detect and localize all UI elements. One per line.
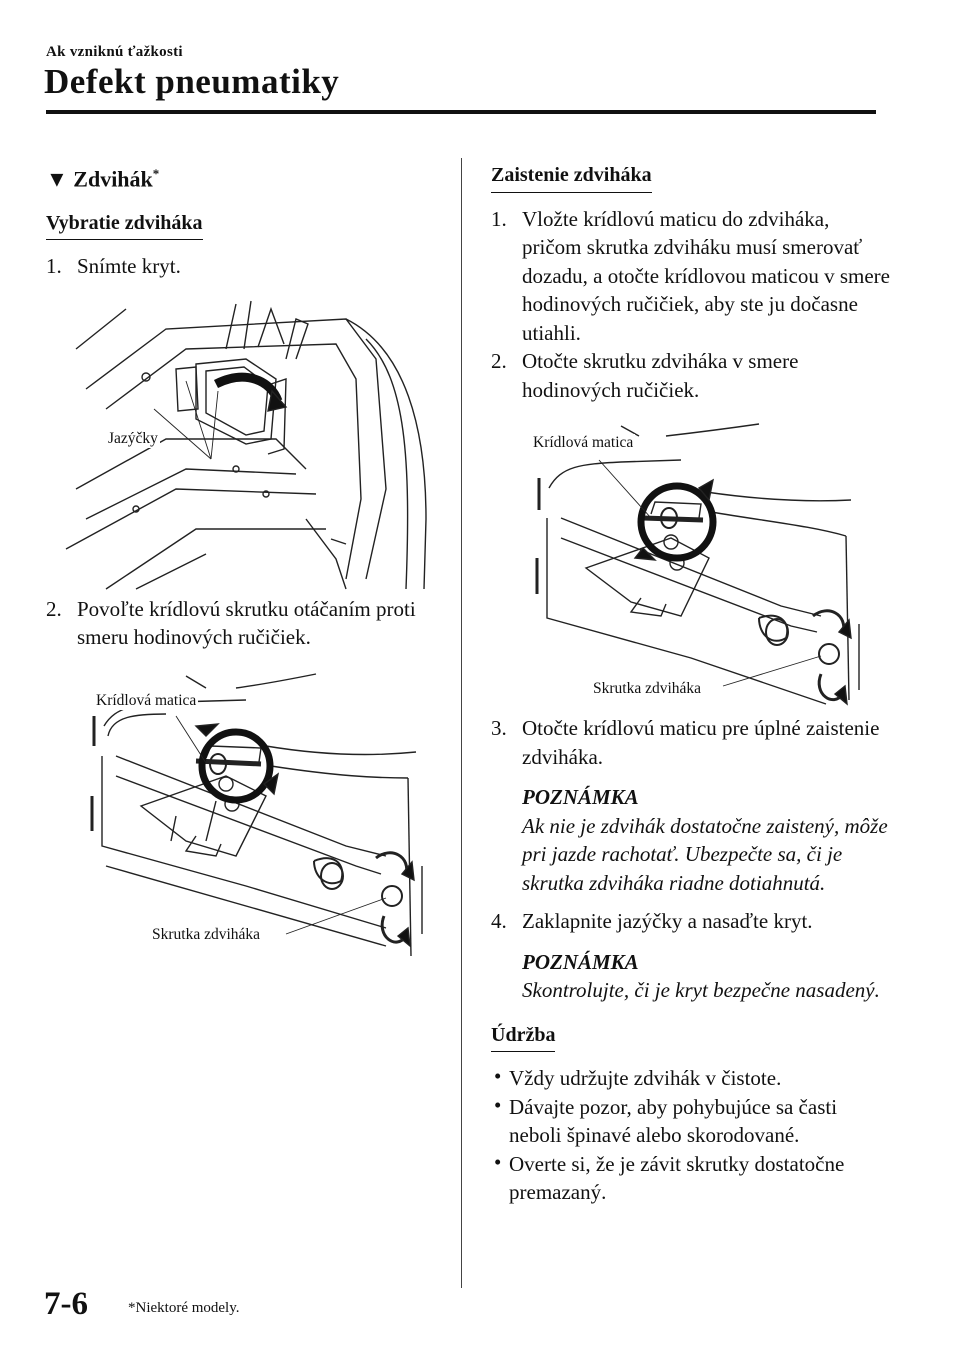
chapter-title: Defekt pneumatiky [44, 62, 340, 101]
step-number: 4. [491, 909, 507, 933]
note-title: POZNÁMKA [522, 949, 639, 974]
title-rule [46, 110, 876, 114]
list-item [491, 1150, 891, 1207]
list-item-text: Overte si, že je závit skrutky dostatočne premazaný. [509, 1151, 845, 1204]
footnote: *Niektoré modely. [128, 1300, 240, 1316]
step-item [491, 347, 891, 404]
jack-heading-text: Zdvihák [73, 166, 153, 192]
step-text: Zaklapnite jazýčky a nasaďte kryt. [522, 909, 813, 933]
step-number: 2. [46, 596, 62, 621]
column-divider [461, 158, 462, 1288]
figure-trunk-cover [46, 289, 446, 591]
step-item [46, 252, 446, 281]
callout-wing-nut: Krídlová matica [533, 434, 634, 451]
figure-loosen-wing-bolt [46, 666, 446, 966]
step-number: 2. [491, 349, 507, 373]
step-text: Otočte krídlovú maticu pre úplné zaistenie zdviháka. [522, 716, 880, 769]
footnote-mark: * [152, 166, 160, 181]
note-title: POZNÁMKA [522, 785, 639, 809]
step-number: 1. [46, 254, 62, 279]
step-text: Snímte kryt. [77, 254, 181, 279]
callout-jack-bolt: Skrutka zdviháka [152, 925, 261, 943]
callout-jack-bolt: Skrutka zdviháka [593, 680, 702, 697]
note-text: Skontrolujte, či je kryt bezpečne nasadený. [522, 978, 880, 1002]
bullet-dot-icon: • [494, 1092, 502, 1117]
note-box [491, 948, 891, 1005]
step-item [491, 714, 891, 771]
jack-tighten-illustration [491, 418, 891, 708]
list-item-text: Vždy udržujte zdvihák v čistote. [509, 1066, 782, 1090]
callout-wing-nut: Krídlová matica [96, 691, 197, 709]
step-text: Vložte krídlovú maticu do zdviháka, pričom skrutka zdviháku musí smerovať dozadu, a otočte krídlovou maticou v smere hodinových ručičiek, aby ste ju dočasne utiahli. [522, 206, 890, 345]
step-text: Povoľte krídlovú skrutku otáčaním proti smeru hodinových ručičiek. [77, 596, 416, 650]
jack-heading [46, 160, 446, 194]
subheading-secure-jack: Zaistenie zdviháka [491, 161, 652, 193]
step-item [491, 907, 891, 936]
jack-loosen-illustration [46, 666, 446, 966]
list-item-text: Dávajte pozor, aby pohybujúce sa časti neboli špinavé alebo skorodované. [509, 1094, 838, 1147]
note-box [491, 783, 891, 897]
triangle-bullet-icon: ▼ [46, 166, 68, 192]
step-item [491, 205, 891, 348]
step-number: 1. [491, 206, 507, 231]
subheading-remove-jack: Vybratie zdviháka [46, 209, 203, 241]
list-item [491, 1093, 891, 1150]
step-number: 3. [491, 716, 507, 740]
step-text: Otočte skrutku zdviháka v smere hodinových ručičiek. [522, 349, 799, 402]
bullet-dot-icon: • [494, 1149, 502, 1174]
list-item [491, 1064, 891, 1093]
section-label: Ak vzniknú ťažkosti [46, 44, 183, 60]
page-number: 7-6 [44, 1286, 88, 1322]
right-column [491, 160, 891, 1207]
callout-tabs: Jazýčky [108, 429, 158, 447]
maintenance-list [491, 1064, 891, 1207]
step-item [46, 595, 446, 652]
left-column [46, 160, 446, 966]
note-text: Ak nie je zdvihák dostatočne zaistený, môže pri jazde rachotať. Ubezpečte sa, či je skrutka zdviháka riadne dotiahnutá. [522, 813, 888, 895]
figure-tighten-jack [491, 418, 891, 708]
bullet-dot-icon: • [494, 1064, 502, 1088]
subheading-maintenance: Údržba [491, 1021, 555, 1053]
